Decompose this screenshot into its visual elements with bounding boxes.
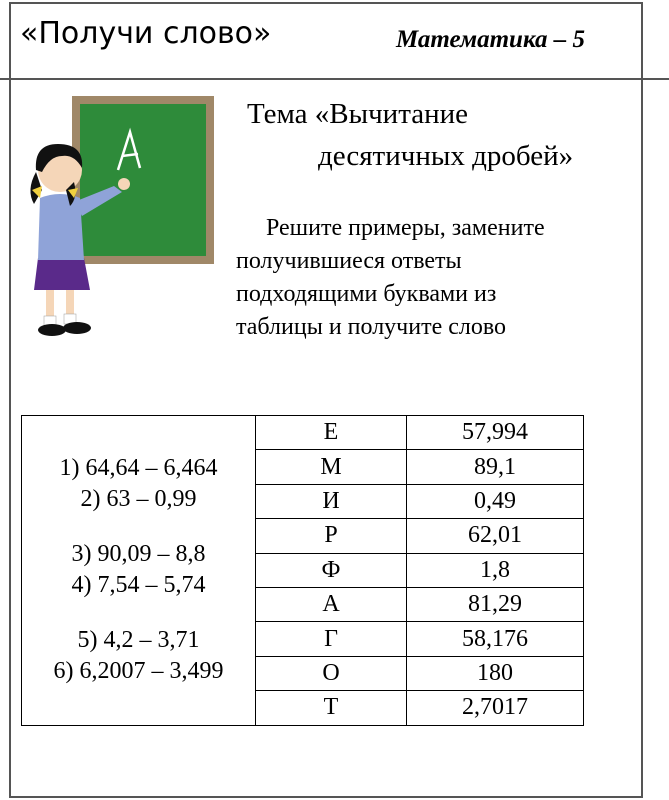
girl-hand: [118, 178, 130, 190]
problem: 1) 64,64 – 6,464: [59, 455, 218, 482]
problems-cell: [22, 416, 256, 726]
letter-cell: Т: [256, 691, 407, 725]
problem: 4) 7,54 – 5,74: [71, 572, 206, 599]
instruction-line: таблицы и получите слово: [236, 314, 507, 340]
header-divider: [0, 78, 669, 80]
letter-cell: О: [256, 656, 407, 690]
instructions: [236, 212, 631, 344]
problem: 2) 63 – 0,99: [80, 486, 197, 513]
chalkboard: [80, 104, 206, 256]
letter-cell: М: [256, 450, 407, 484]
topic-line-2: десятичных дробей»: [318, 140, 574, 172]
instruction-line: получившиеся ответы: [236, 248, 462, 274]
letter-cell: Ф: [256, 553, 407, 587]
answer-table: [21, 415, 584, 726]
shoe-right: [63, 322, 91, 334]
problem: 3) 90,09 – 8,8: [71, 541, 206, 568]
table-row: [22, 416, 584, 450]
girl-at-chalkboard-illustration: [22, 94, 218, 354]
girl-skirt: [34, 258, 90, 290]
letter-cell: И: [256, 484, 407, 518]
problem: 5) 4,2 – 3,71: [77, 627, 200, 654]
letter-cell: Г: [256, 622, 407, 656]
value-cell: 0,49: [407, 484, 584, 518]
value-cell: 62,01: [407, 519, 584, 553]
value-cell: 2,7017: [407, 691, 584, 725]
letter-cell: Е: [256, 416, 407, 450]
value-cell: 180: [407, 656, 584, 690]
value-cell: 58,176: [407, 622, 584, 656]
topic-line-1: Тема «Вычитание: [247, 98, 468, 130]
value-cell: 1,8: [407, 553, 584, 587]
value-cell: 89,1: [407, 450, 584, 484]
problem: 6) 6,2007 – 3,499: [53, 658, 224, 685]
value-cell: 57,994: [407, 416, 584, 450]
value-cell: 81,29: [407, 587, 584, 621]
letter-cell: Р: [256, 519, 407, 553]
instruction-line: подходящими буквами из: [236, 281, 497, 307]
letter-cell: А: [256, 587, 407, 621]
subject-label: Математика – 5: [396, 26, 585, 53]
shoe-left: [38, 324, 66, 336]
worksheet-title: «Получи слово»: [20, 16, 272, 51]
instruction-line: Решите примеры, замените: [266, 215, 545, 241]
